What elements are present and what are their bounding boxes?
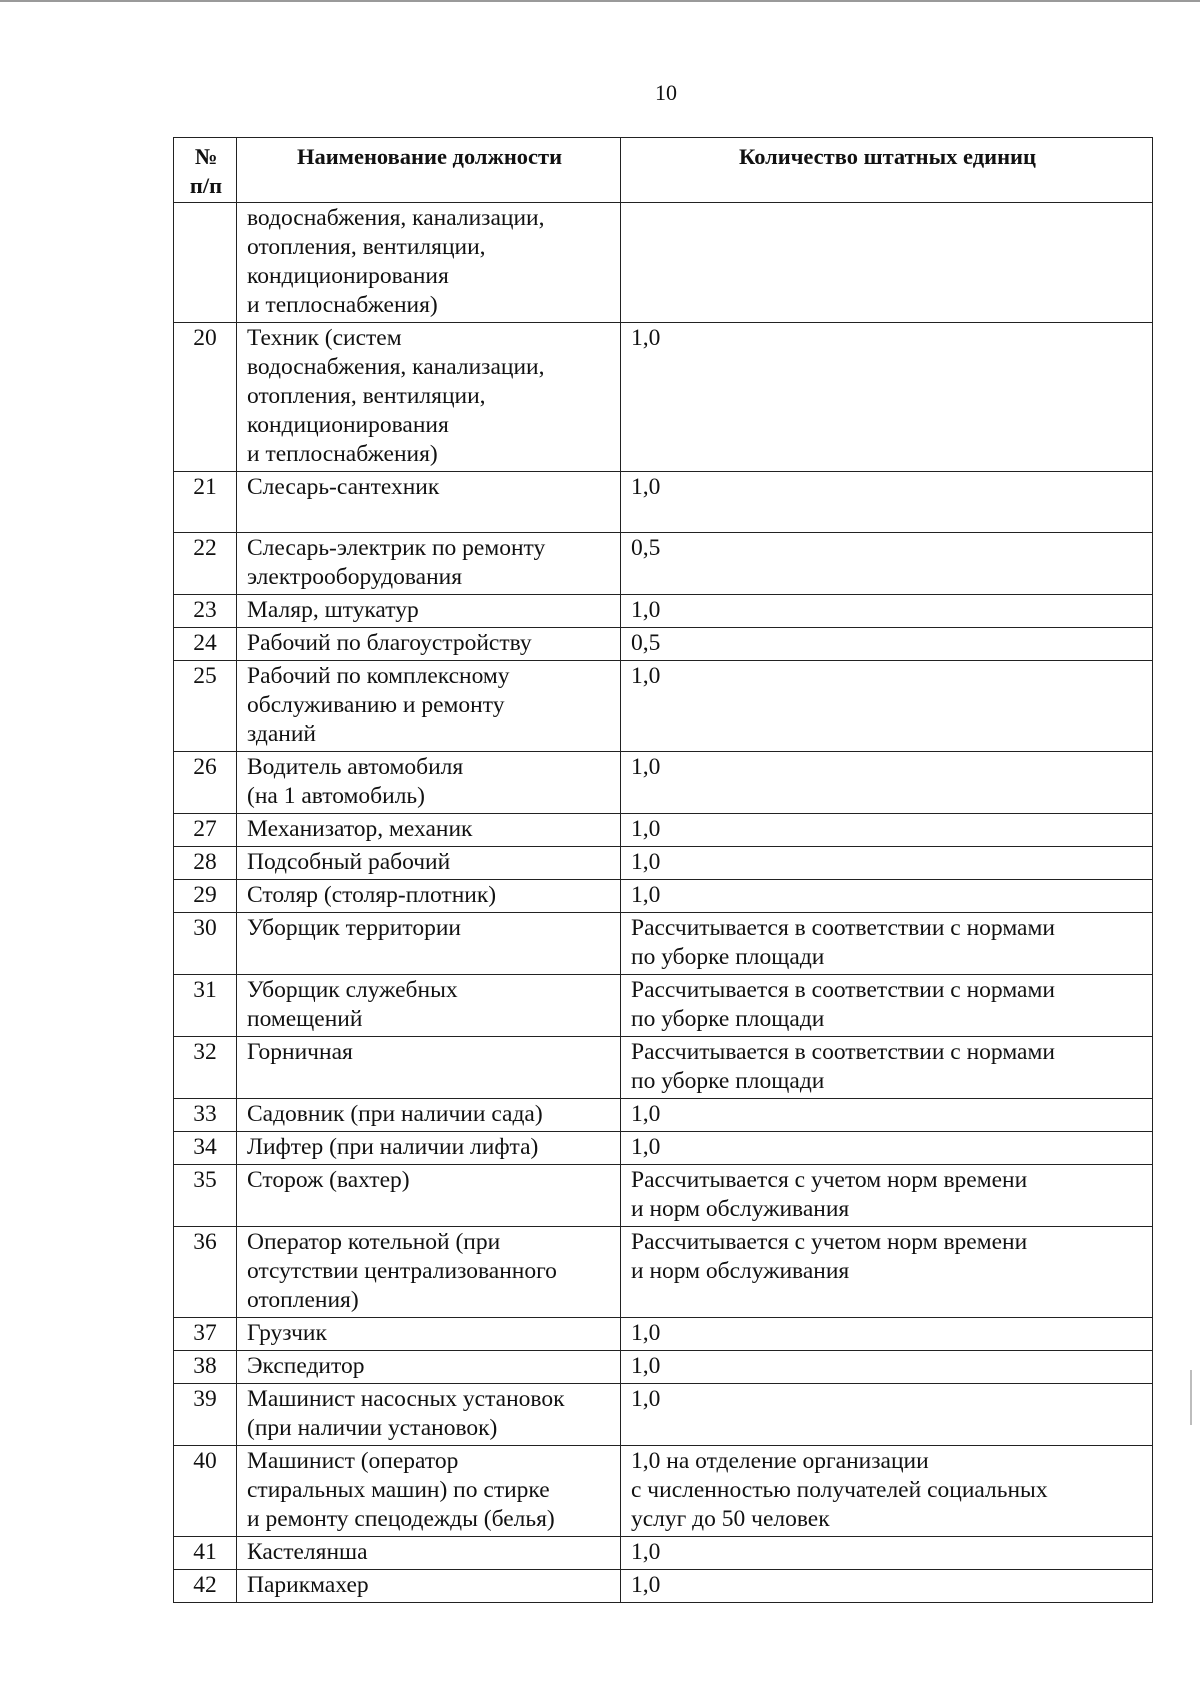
position-name [237,1570,621,1603]
table-row [174,1446,1153,1537]
position-name-line: Техник (систем [247,325,402,351]
position-name-line: Уборщик служебных [247,977,458,1003]
position-name-line: Горничная [247,1039,353,1065]
staff-quantity-line: Рассчитывается в соответствии с нормами [631,1039,1055,1065]
position-name-line: помещений [247,1006,363,1032]
position-name-line: зданий [247,721,316,747]
staff-quantity-line: 1,0 [631,325,661,351]
position-name-line: Экспедитор [247,1353,365,1379]
staff-quantity [621,814,1153,847]
position-name [237,975,621,1037]
staff-quantity [621,1384,1153,1446]
staff-quantity-line: с численностью получателей социальных [631,1477,1048,1503]
staff-quantity-line: 1,0 [631,1539,661,1565]
staff-quantity-line: по уборке площади [631,1068,825,1094]
staff-quantity [621,203,1153,323]
staff-quantity [621,472,1153,533]
position-name [237,595,621,628]
position-name [237,661,621,752]
staff-quantity-line: Рассчитывается в соответствии с нормами [631,915,1055,941]
position-name-line: Подсобный рабочий [247,849,451,875]
position-name-line: (при наличии установок) [247,1415,498,1441]
row-number: 39 [174,1384,237,1446]
position-name-line: водоснабжения, канализации, [247,354,545,380]
staff-quantity-line: 1,0 [631,849,661,875]
table-header [174,138,1153,203]
position-name-line: отопления, вентиляции, [247,234,486,260]
position-name [237,752,621,814]
staff-quantity-line: 0,5 [631,630,661,656]
row-number: 29 [174,880,237,913]
header-number-line-1: № [194,144,218,169]
staff-quantity [621,533,1153,595]
row-number: 20 [174,323,237,472]
position-name [237,1165,621,1227]
table-row [174,913,1153,975]
staff-quantity-line: по уборке площади [631,1006,825,1032]
row-number: 30 [174,913,237,975]
position-name [237,1227,621,1318]
position-name-line: Слесарь-электрик по ремонту [247,535,546,561]
table-row [174,880,1153,913]
staff-quantity [621,1570,1153,1603]
row-number: 26 [174,752,237,814]
header-position-name [237,138,621,203]
position-name-line: и ремонту спецодежды (белья) [247,1506,555,1532]
table-row [174,1227,1153,1318]
position-name-line: Водитель автомобиля [247,754,464,780]
scan-margin-mark [1190,1370,1192,1425]
staff-quantity-line: 0,5 [631,535,661,561]
position-name [237,1132,621,1165]
staff-quantity-line: 1,0 [631,1134,661,1160]
table-row [174,1537,1153,1570]
row-number: 35 [174,1165,237,1227]
header-number [174,138,237,203]
position-name [237,1384,621,1446]
row-number: 27 [174,814,237,847]
staff-quantity-line: и норм обслуживания [631,1258,850,1284]
row-number: 21 [174,472,237,533]
staff-quantity [621,1351,1153,1384]
row-number: 42 [174,1570,237,1603]
staff-quantity [621,661,1153,752]
table-row [174,1570,1153,1603]
row-number: 28 [174,847,237,880]
table-row [174,1384,1153,1446]
position-name-line: Слесарь-сантехник [247,474,440,500]
table-row [174,203,1153,323]
position-name-line: Кастелянша [247,1539,368,1565]
table-row [174,1318,1153,1351]
position-name-line: кондиционирования [247,263,449,289]
row-number: 22 [174,533,237,595]
staff-quantity [621,1227,1153,1318]
row-number: 34 [174,1132,237,1165]
position-name-line: электрооборудования [247,564,463,590]
row-number [174,203,237,323]
position-name-line: Рабочий по благоустройству [247,630,532,656]
staff-quantity-line: 1,0 [631,1353,661,1379]
position-name-line: Рабочий по комплексному [247,663,510,689]
staff-quantity-line: 1,0 [631,816,661,842]
position-name-line: и теплоснабжения) [247,292,438,318]
position-name [237,533,621,595]
position-name [237,1351,621,1384]
table-row [174,847,1153,880]
page-number: 10 [655,80,677,105]
staff-quantity-line: 1,0 на отделение организации [631,1448,929,1474]
staff-quantity [621,975,1153,1037]
position-name [237,913,621,975]
staff-quantity-line: Рассчитывается в соответствии с нормами [631,977,1055,1003]
staff-quantity-line: 1,0 [631,882,661,908]
position-name-line: водоснабжения, канализации, [247,205,545,231]
table-row [174,472,1153,533]
position-name-line: отопления) [247,1287,359,1313]
table-row [174,533,1153,595]
table-row [174,1099,1153,1132]
staff-quantity-line: услуг до 50 человек [631,1506,830,1532]
position-name-line: Оператор котельной (при [247,1229,501,1255]
header-staff-quantity-text: Количество штатных единиц [739,144,1036,169]
position-name-line: Парикмахер [247,1572,369,1598]
table-header-row [174,138,1153,203]
table-row [174,1132,1153,1165]
row-number: 40 [174,1446,237,1537]
position-name [237,1537,621,1570]
staff-quantity-line: 1,0 [631,1101,661,1127]
staff-quantity-line: 1,0 [631,663,661,689]
position-name [237,814,621,847]
position-name-line: Сторож (вахтер) [247,1167,410,1193]
position-name [237,1446,621,1537]
row-number: 23 [174,595,237,628]
position-name-line: Грузчик [247,1320,327,1346]
position-name-line: Механизатор, механик [247,816,473,842]
table-row [174,1165,1153,1227]
row-number: 38 [174,1351,237,1384]
position-name-line: Маляр, штукатур [247,597,419,623]
row-number: 36 [174,1227,237,1318]
staff-quantity [621,1099,1153,1132]
table-row [174,814,1153,847]
table-row [174,1037,1153,1099]
table-row [174,661,1153,752]
position-name-line: Лифтер (при наличии лифта) [247,1134,539,1160]
position-name-line: Машинист (оператор [247,1448,459,1474]
row-number: 32 [174,1037,237,1099]
table-row [174,323,1153,472]
staff-quantity [621,595,1153,628]
staff-quantity [621,1446,1153,1537]
staff-quantity-line: 1,0 [631,1320,661,1346]
staff-quantity [621,847,1153,880]
header-staff-quantity [621,138,1153,203]
row-number: 24 [174,628,237,661]
position-name-line: Садовник (при наличии сада) [247,1101,543,1127]
position-name [237,847,621,880]
staff-quantity [621,880,1153,913]
staff-quantity-line: Рассчитывается с учетом норм времени [631,1167,1028,1193]
staff-quantity-line: Рассчитывается с учетом норм времени [631,1229,1028,1255]
position-name [237,472,621,533]
table-row [174,975,1153,1037]
position-name-line: обслуживанию и ремонту [247,692,505,718]
scan-top-edge [0,0,1200,2]
staff-positions-table [173,137,1153,1603]
table-row [174,1351,1153,1384]
position-name [237,1099,621,1132]
staff-quantity [621,1165,1153,1227]
staff-quantity [621,1037,1153,1099]
position-name [237,203,621,323]
row-number: 25 [174,661,237,752]
position-name-line: кондиционирования [247,412,449,438]
staff-quantity-line: 1,0 [631,754,661,780]
position-name [237,1037,621,1099]
position-name-line: стиральных машин) по стирке [247,1477,550,1503]
table-row [174,752,1153,814]
position-name [237,323,621,472]
position-name-line: Столяр (столяр-плотник) [247,882,497,908]
row-number: 33 [174,1099,237,1132]
row-number: 37 [174,1318,237,1351]
staff-quantity [621,913,1153,975]
staff-quantity [621,1318,1153,1351]
staff-quantity-line: 1,0 [631,597,661,623]
header-number-line-2: п/п [189,173,223,198]
table-row [174,595,1153,628]
header-position-name-text: Наименование должности [296,144,563,169]
staff-quantity [621,628,1153,661]
position-name-line: и теплоснабжения) [247,441,438,467]
staff-quantity [621,1132,1153,1165]
staff-quantity-line: 1,0 [631,1386,661,1412]
staff-quantity-line: 1,0 [631,1572,661,1598]
row-number: 31 [174,975,237,1037]
staff-quantity-line: и норм обслуживания [631,1196,850,1222]
staff-quantity-line: 1,0 [631,474,661,500]
position-name [237,1318,621,1351]
row-number: 41 [174,1537,237,1570]
position-name-line: отопления, вентиляции, [247,383,486,409]
staff-quantity-line: по уборке площади [631,944,825,970]
position-name-line: Уборщик территории [247,915,461,941]
position-name-line: (на 1 автомобиль) [247,783,425,809]
position-name-line: Машинист насосных установок [247,1386,565,1412]
staff-quantity [621,1537,1153,1570]
staff-quantity [621,752,1153,814]
table-body [174,203,1153,1603]
position-name [237,628,621,661]
staff-quantity [621,323,1153,472]
position-name-line: отсутствии централизованного [247,1258,557,1284]
table-row [174,628,1153,661]
position-name [237,880,621,913]
